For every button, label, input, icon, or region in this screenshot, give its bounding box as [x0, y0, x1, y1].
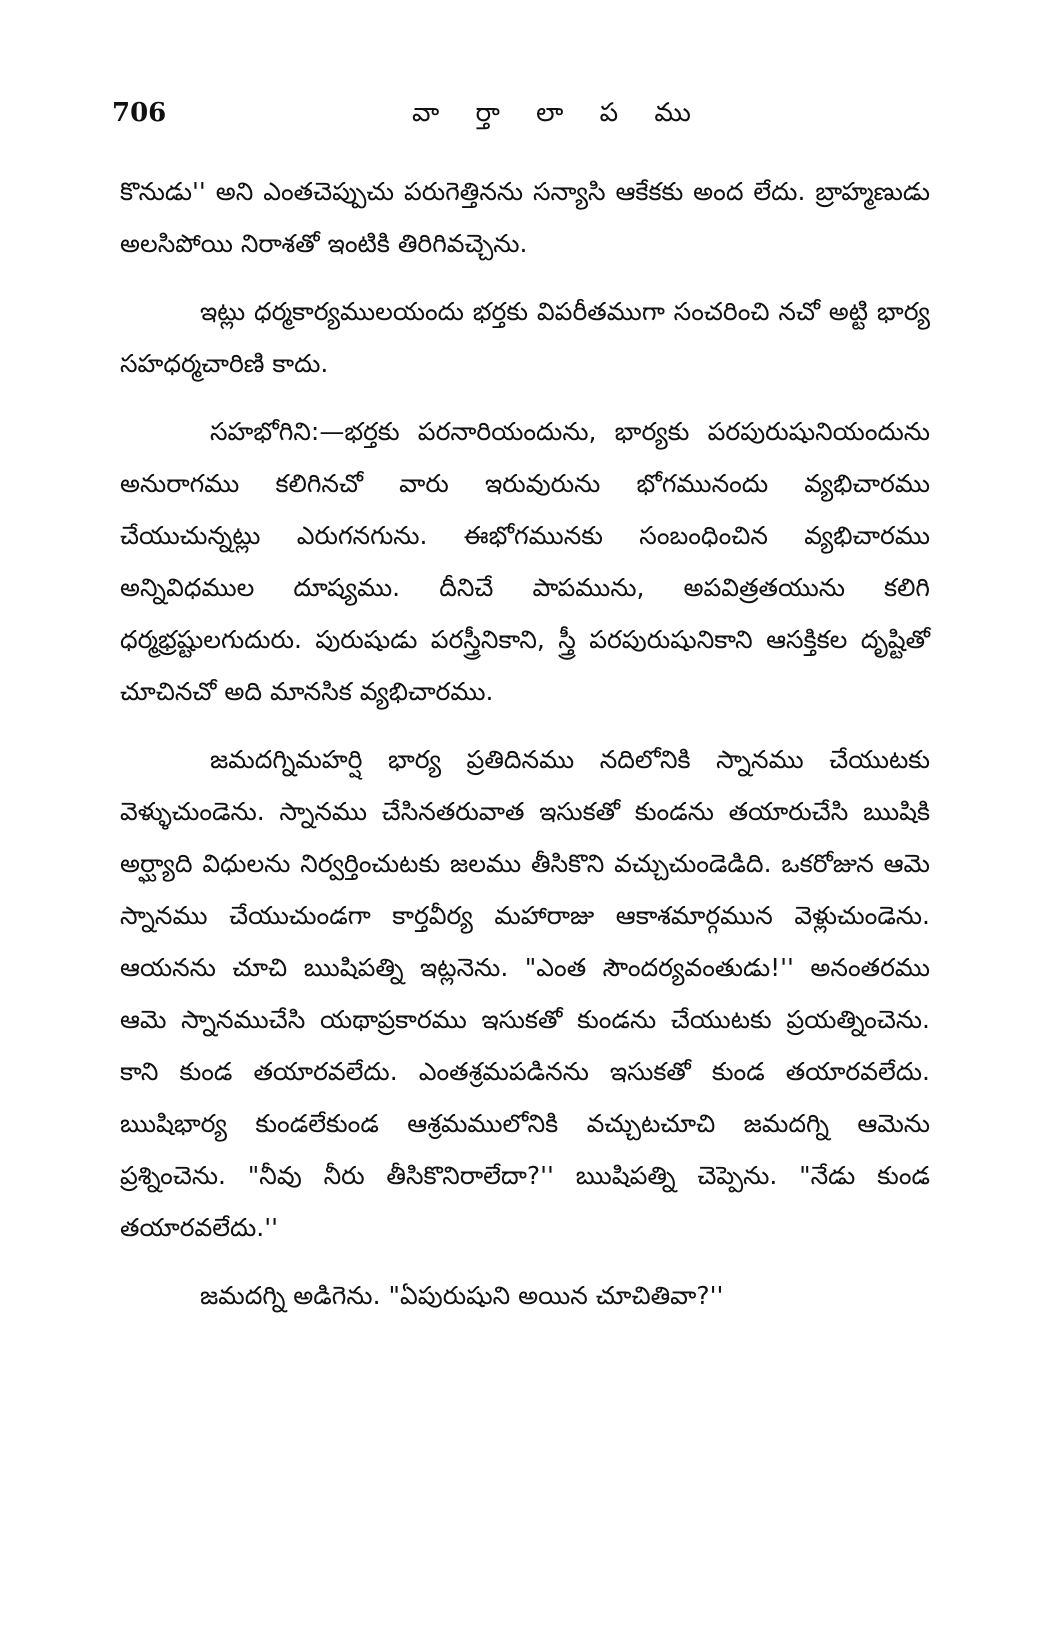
paragraph-3: సహభోగిని:—భర్తకు పరనారియందును, భార్యకు పరపురుషునియందును అనురాగము కలిగినచో వారు ఇరువురును భోగమునందు వ్యభిచారము చేయుచున్నట్లు ఎరుగనగును. ఈభోగమునకు సంబంధించిన వ్యభిచారము అన్నివిధముల దూష్యము. దీనిచే పాపమును, అపవిత్రతయును కలిగి ధర్మభ్రష్టులగుదురు. పురుషుడు పరస్త్రీనికాని, స్త్రీ పరపురుషునికాని ఆసక్తికల దృష్టితో చూచినచో అది మానసిక వ్యభిచారము. — [120, 417, 930, 706]
paragraph-4: జమదగ్నిమహర్షి భార్య ప్రతిదినము నదిలోనికి స్నానము చేయుటకు వెళ్ళుచుండెను. స్నానము చేసినతరువాత ఇసుకతో కుండను తయారుచేసి ఋషికి అర్ఘ్యాది విధులను నిర్వర్తించుటకు జలము తీసికొని వచ్చుచుండెడిది. ఒకరోజున ఆమె స్నానము చేయుచుండగా కార్తవీర్య మహారాజు ఆకాశమార్గమున వెళ్లుచుండెను. ఆయనను చూచి ఋషిపత్ని ఇట్లనెను. "ఎంత సౌందర్యవంతుడు!'' అనంతరము ఆమె స్నానముచేసి యథాప్రకారము ఇసుకతో కుండను చేయుటకు ప్రయత్నించెను. కాని కుండ తయారవలేదు. ఎంతశ్రమపడినను ఇసుకతో కుండ తయారవలేదు. ఋషిభార్య కుండలేకుండ ఆశ్రమములోనికి వచ్చుటచూచి జమదగ్ని ఆమెను ప్రశ్నించెను. "నీవు నీరు తీసికొనిరాలేదా?'' ఋషిపత్ని చెప్పెను. "నేడు కుండ తయారవలేదు.'' — [120, 745, 930, 1242]
running-head: వా ర్తా లా ప ము — [412, 98, 705, 128]
paragraph-5: జమదగ్ని అడిగెను. "ఏపురుషుని అయిన చూచితివా?'' — [200, 1281, 724, 1310]
body-text — [120, 166, 930, 1322]
paragraph-1: కొనుడు'' అని ఎంతచెప్పుచు పరుగెత్తినను సన్యాసి ఆకేకకు అంద లేదు. బ్రాహ్మణుడు అలసిపోయి నిరాశతో ఇంటికి తిరిగివచ్చెను. — [120, 177, 930, 258]
page-number: 706 — [112, 98, 167, 128]
paragraph-2: ఇట్లు ధర్మకార్యములయందు భర్తకు విపరీతముగా సంచరించి నచో అట్టి భార్య సహధర్మచారిణి కాదు. — [120, 297, 930, 378]
page-header — [112, 98, 942, 138]
